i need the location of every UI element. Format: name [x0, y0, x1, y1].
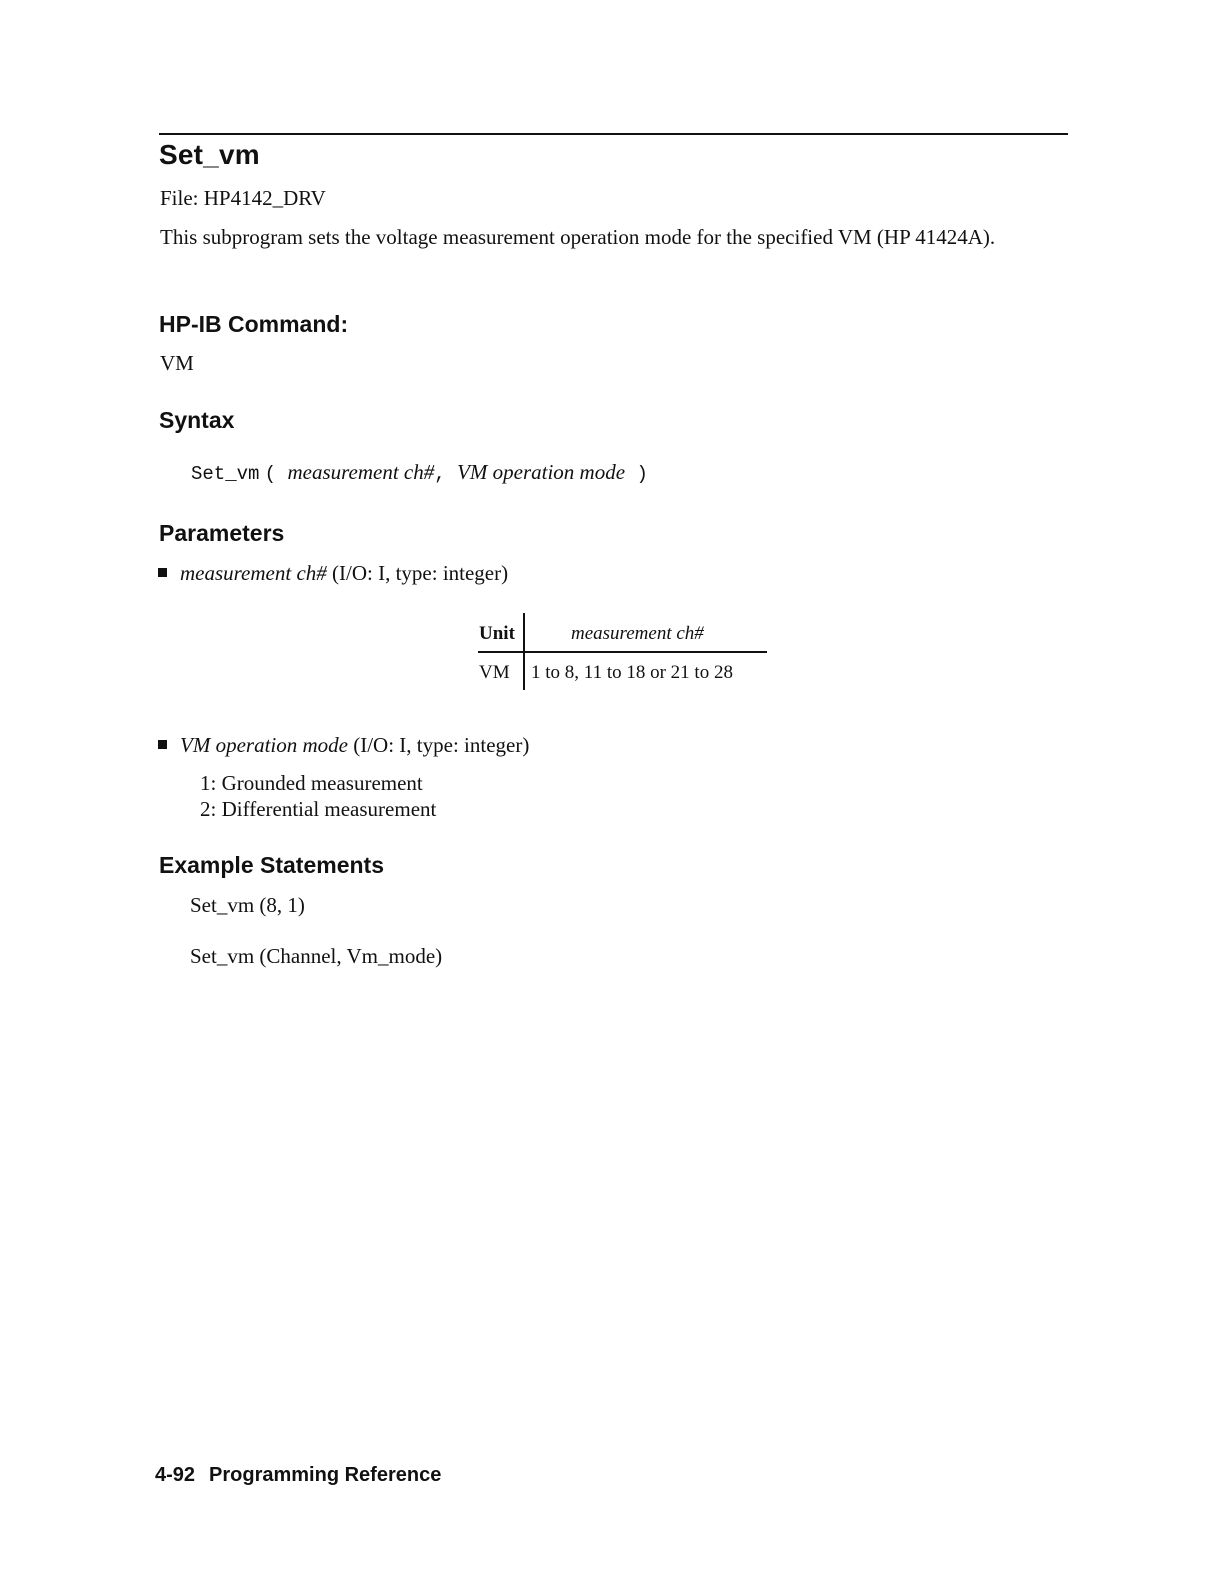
table-divider-horizontal [478, 651, 767, 653]
param2-name: VM operation mode [180, 733, 348, 757]
syntax-heading: Syntax [159, 407, 235, 433]
example-line-1: Set_vm (8, 1) [190, 893, 305, 917]
syntax-sep: , [434, 463, 458, 485]
footer-section: Programming Reference [209, 1464, 442, 1486]
top-rule [159, 133, 1068, 135]
page-number: 4-92 [155, 1464, 196, 1486]
examples-heading: Example Statements [159, 852, 384, 878]
syntax-open: ( [264, 463, 288, 485]
syntax-param1: measurement ch# [287, 460, 435, 484]
param1-name: measurement ch# [180, 561, 327, 585]
bullet-icon [158, 568, 167, 577]
example-line-2: Set_vm (Channel, Vm_mode) [190, 944, 443, 968]
mode-option-1: 1: Grounded measurement [200, 771, 423, 795]
param2-desc: (I/O: I, type: integer) [353, 733, 530, 757]
param2-item [158, 733, 529, 758]
page-footer [155, 1464, 441, 1487]
page-title: Set_vm [159, 139, 260, 170]
syntax-param2: VM operation mode [457, 460, 626, 484]
hpib-heading: HP-IB Command: [159, 311, 349, 337]
syntax-close: ) [625, 463, 648, 485]
table-cell-unit: VM [479, 662, 510, 683]
file-line: File: HP4142_DRV [160, 186, 326, 210]
description: This subprogram sets the voltage measurement operation mode for the specified VM (HP 41424A). [160, 225, 996, 249]
table-cell-ch: 1 to 8, 11 to 18 or 21 to 28 [531, 662, 733, 683]
mode-option-2: 2: Differential measurement [200, 797, 437, 821]
param1-desc: (I/O: I, type: integer) [332, 561, 509, 585]
syntax-func: Set_vm [191, 463, 260, 485]
table-header-ch: measurement ch# [571, 623, 704, 644]
hpib-command: VM [160, 351, 194, 375]
syntax-line [191, 460, 648, 485]
bullet-icon [158, 740, 167, 749]
param1-item [158, 561, 508, 586]
parameter-table [478, 613, 768, 691]
table-header-unit: Unit [479, 623, 515, 644]
parameters-heading: Parameters [159, 520, 285, 546]
